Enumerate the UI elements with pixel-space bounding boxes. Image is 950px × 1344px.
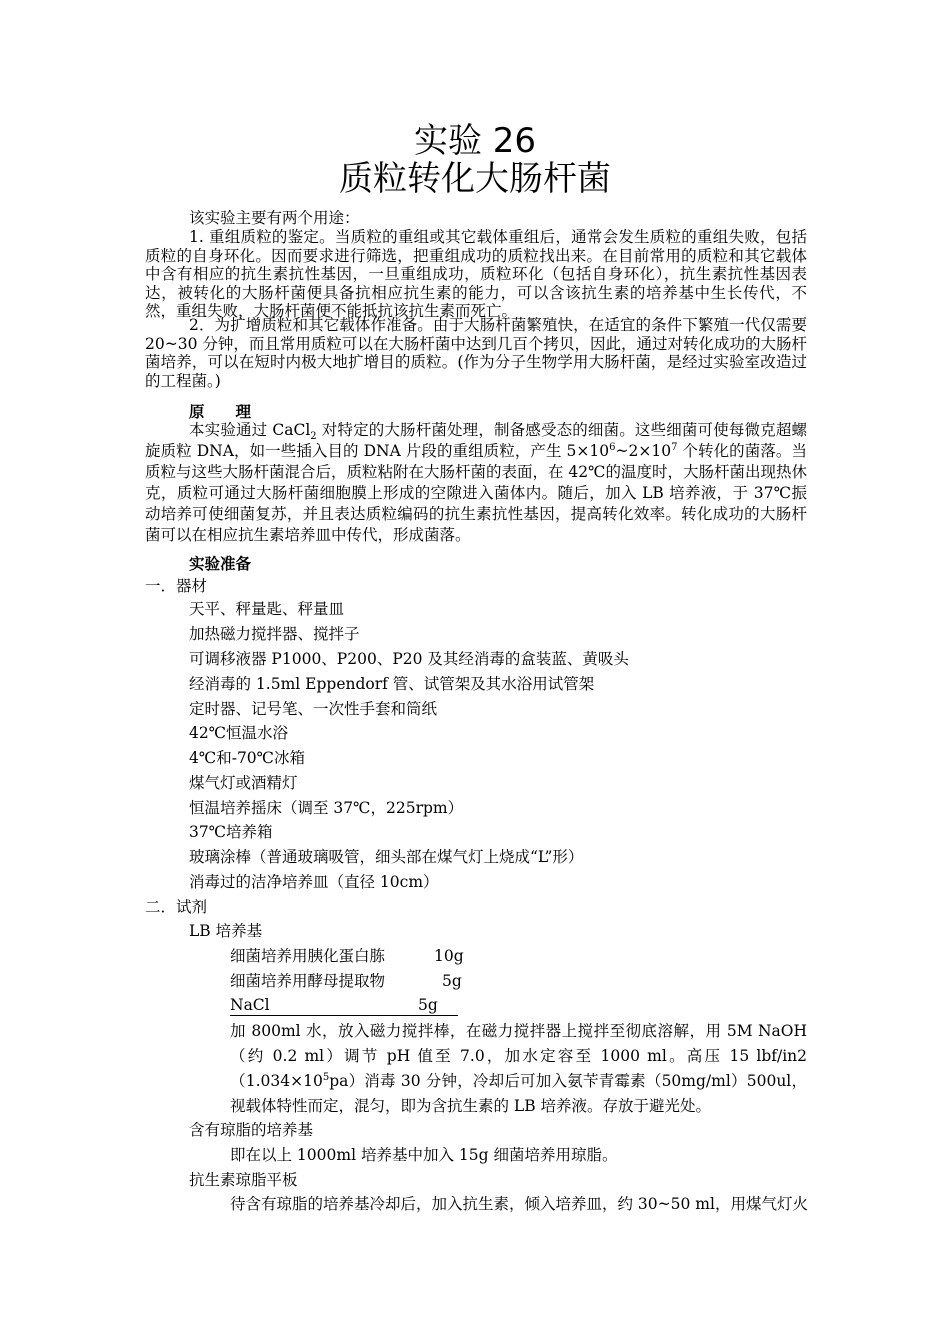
section-reagents: 二．试剂 xyxy=(145,898,208,916)
principle-sup-1: 6 xyxy=(609,441,616,453)
lb-ingredient-amount: 10g xyxy=(434,947,464,965)
intro-paragraph-1: 1. 重组质粒的鉴定。当质粒的重组或其它载体重组后，通常会发生质粒的重组失败，包括质粒的自身环化。因而要求进行筛选，把重组成功的质粒找出来。在目前常用的质粒和其它载体中含有相应的抗生素抗性基因，一旦重组成功，质粒环化（包括自身环化），抗生素抗性基因表达，被转化的大肠杆菌便具备抗相应抗生素的能力，可以含该抗生素的培养基中生长传代，不然，重组失败，大肠杆菌便不能抵抗该抗生素而死亡。 xyxy=(145,228,807,320)
principle-paragraph xyxy=(145,420,807,546)
intro-paragraph-2: 2．为扩增质粒和其它载体作准备。由于大肠杆菌繁殖快，在适宜的条件下繁殖一代仅需要 20~30 分钟，而且常用质粒可以在大肠杆菌中达到几百个拷贝，因此，通过对转化成功的大肠杆菌培养，可以在短时内极大地扩增目的质粒。(作为分子生物学用大肠杆菌，是经过实验室改造过的工程菌。) xyxy=(145,316,807,390)
equipment-item: 经消毒的 1.5ml Eppendorf 管、试管架及其水浴用试管架 xyxy=(189,675,595,693)
agar-medium-text: 即在以上 1000ml 培养基中加入 15g 细菌培养用琼脂。 xyxy=(230,1146,618,1164)
section-equipment: 一．器材 xyxy=(145,577,208,595)
principle-text-3: ~2×10 xyxy=(615,442,672,460)
equipment-item: 37℃培养箱 xyxy=(189,823,273,841)
principle-text-4: 个转化的菌落。当质粒与这些大肠杆菌混合后，质粒粘附在大肠杆菌的表面，在 42℃的温度时，大肠杆菌出现热休克，质粒可通过大肠杆菌细胞膜上形成的空隙进入菌体内。随后，加入 LB 培养液，于 37℃振动培养可使细菌复苏，并且表达质粒编码的抗生素抗性基因，提高转化效率。转化成功的大肠杆菌可以在相应抗生素培养皿中传代，形成菌落。 xyxy=(145,442,807,544)
page-title-number: 实验 26 xyxy=(413,121,537,161)
principle-text-2: 对特定的大肠杆菌处理，制备感受态的细菌。这些细菌可使每微克超螺旋质粒 DNA，如一些插入目的 DNA 片段的重组质粒，产生 5×10 xyxy=(145,421,807,460)
lb-ingredient-amount: 5g xyxy=(442,972,462,990)
equipment-item: 玻璃涂棒（普通玻璃吸管，细头部在煤气灯上烧成“L”形） xyxy=(189,848,584,866)
equipment-item: 定时器、记号笔、一次性手套和筒纸 xyxy=(189,700,438,718)
equipment-item: 天平、秤量匙、秤量皿 xyxy=(189,600,345,618)
equipment-item: 恒温培养摇床（调至 37℃，225rpm） xyxy=(189,799,464,817)
lb-method-text-1: 加 800ml 水，放入磁力搅拌棒，在磁力搅拌器上搅拌至彻底溶解，用 5M NaOH（约 0.2 ml）调节 pH 值至 7.0，加水定容至 1000 ml。高压 15 lbf/in2（1.034×10 xyxy=(230,1022,807,1090)
principle-sup-2: 7 xyxy=(671,441,678,453)
lb-ingredient-name: NaCl xyxy=(230,996,270,1014)
prep-heading: 实验准备 xyxy=(189,554,252,573)
equipment-item: 可调移液器 P1000、P200、P20 及其经消毒的盒装蓝、黄吸头 xyxy=(189,650,629,668)
lb-method-sup: 5 xyxy=(322,1071,330,1083)
equipment-item: 4℃和-70℃冰箱 xyxy=(189,749,306,767)
lb-ingredient-amount: 5g xyxy=(418,996,438,1014)
principle-sub: 2 xyxy=(310,431,317,443)
equipment-item: 加热磁力搅拌器、搅拌子 xyxy=(189,625,360,643)
page-title: 质粒转化大肠杆菌 xyxy=(339,159,611,199)
principle-text-1: 本实验通过 CaCl xyxy=(189,421,311,439)
equipment-item: 煤气灯或酒精灯 xyxy=(189,774,298,792)
intro-lead: 该实验主要有两个用途： xyxy=(189,209,360,227)
lb-ingredient-name: 细菌培养用胰化蛋白胨 xyxy=(230,947,386,965)
lb-method-paragraph xyxy=(230,1019,807,1119)
lb-ingredient-name: 细菌培养用酵母提取物 xyxy=(230,972,386,990)
agar-medium-heading: 含有琼脂的培养基 xyxy=(189,1121,314,1139)
lb-method-text-2: pa）消毒 30 分钟，冷却后可加入氨苄青霉素（50mg/ml）500ul，视载体特性而定，混匀，即为含抗生素的 LB 培养液。存放于避光处。 xyxy=(230,1072,807,1115)
principle-heading: 原 理 xyxy=(189,402,252,421)
lb-medium-heading: LB 培养基 xyxy=(189,922,263,940)
antibiotic-plate-text: 待含有琼脂的培养基冷却后，加入抗生素，倾入培养皿，约 30~50 ml，用煤气灯火 xyxy=(230,1195,808,1213)
lb-ingredient-row-underlined xyxy=(230,996,458,1016)
equipment-item: 42℃恒温水浴 xyxy=(189,724,289,742)
equipment-item: 消毒过的洁净培养皿（直径 10cm） xyxy=(189,873,439,891)
antibiotic-plate-heading: 抗生素琼脂平板 xyxy=(189,1171,298,1189)
